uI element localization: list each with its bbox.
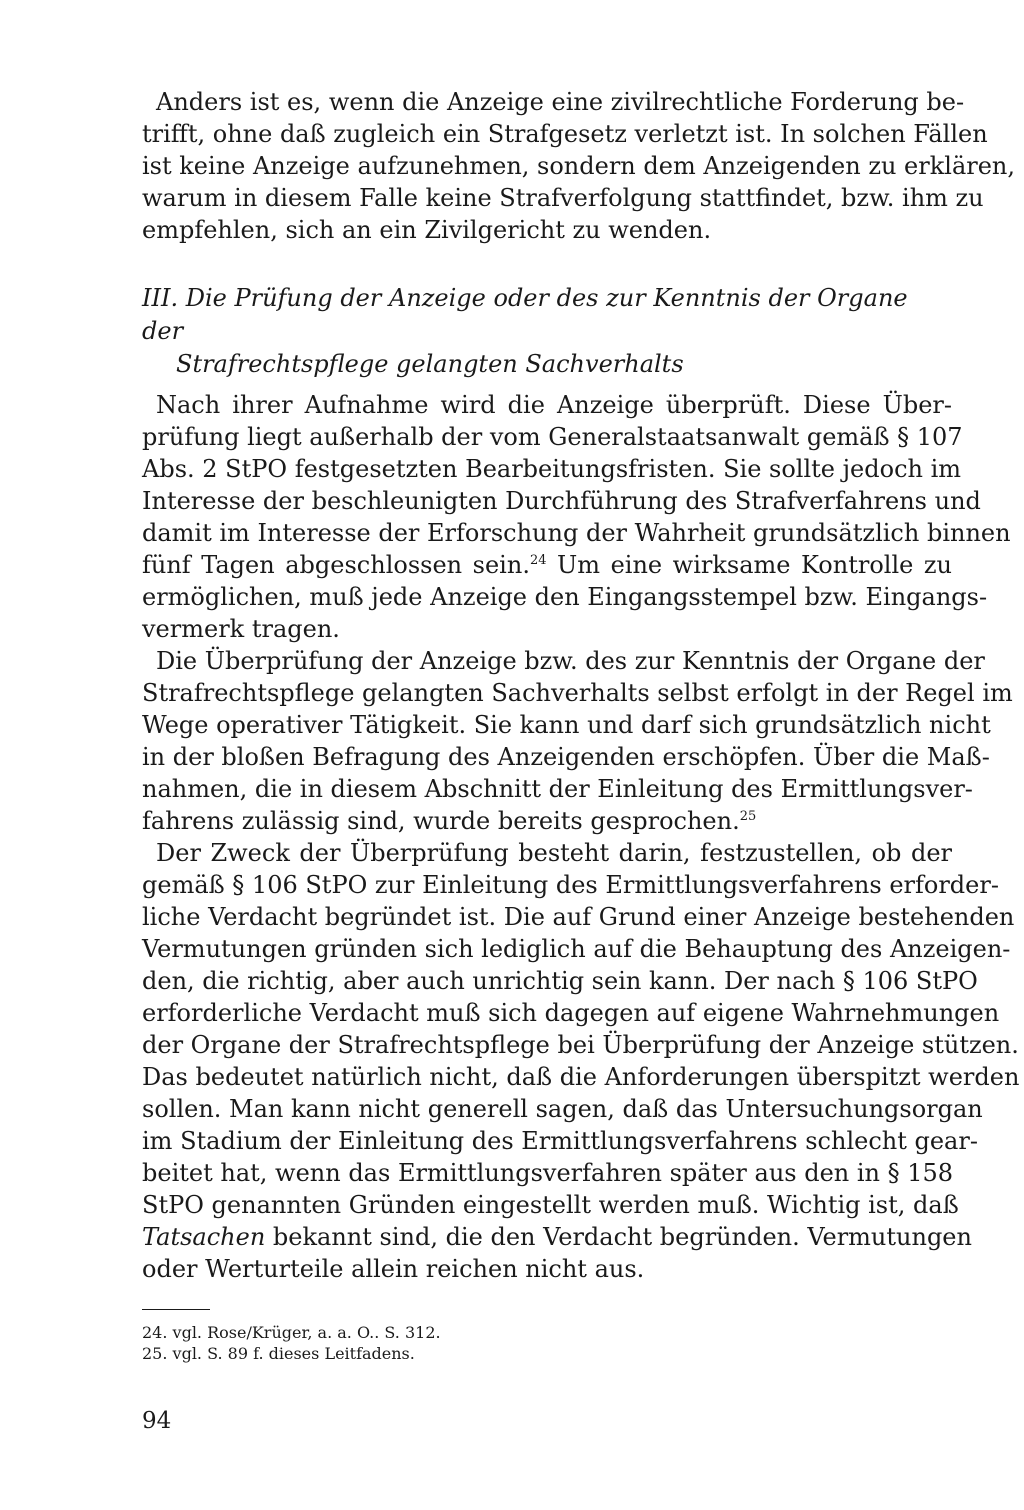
text-segment: bekannt sind, die den Verdacht begründen. Vermutungen xyxy=(272,1223,972,1251)
text-line: Abs. 2 StPO festgesetzten Bearbeitungsfristen. Sie sollte jedoch im xyxy=(142,455,962,483)
footnote-divider xyxy=(142,1309,210,1310)
text-line: oder Werturteile allein reichen nicht aus. xyxy=(142,1255,645,1283)
footnote-ref[interactable]: 25 xyxy=(739,809,757,824)
text-line: Anders ist es, wenn die Anzeige eine zivilrechtliche Forderung be- xyxy=(156,88,965,116)
document-page xyxy=(142,86,1020,1434)
text-segment: Um eine wirksame Kontrolle zu xyxy=(557,551,952,579)
footnote-ref[interactable]: 24 xyxy=(529,553,547,568)
page-number: 94 xyxy=(142,1408,172,1434)
text-line xyxy=(142,1221,972,1253)
text-line: ermöglichen, muß jede Anzeige den Eingangsstempel bzw. Eingangs- xyxy=(142,583,988,611)
text-line: Vermutungen gründen sich lediglich auf die Behauptung des Anzeigen- xyxy=(142,935,1011,963)
text-line: damit im Interesse der Erforschung der Wahrheit grundsätzlich binnen xyxy=(142,519,1011,547)
paragraph-operative xyxy=(142,645,1013,837)
text-line: Wege operativer Tätigkeit. Sie kann und darf sich grundsätzlich nicht xyxy=(142,711,991,739)
text-line: Nach ihrer Aufnahme wird die Anzeige überprüft. Diese Über- xyxy=(156,391,952,419)
text-line xyxy=(142,805,952,837)
text-segment: fünf Tagen abgeschlossen sein. xyxy=(142,551,530,579)
text-line: Die Überprüfung der Anzeige bzw. des zur Kenntnis der Organe der xyxy=(156,647,985,675)
emphasis-tatsachen: Tatsachen xyxy=(142,1223,266,1251)
text-line: sollen. Man kann nicht generell sagen, daß das Untersuchungsorgan xyxy=(142,1095,983,1123)
paragraph-civil-claim xyxy=(142,86,1016,246)
text-line: gemäß § 106 StPO zur Einleitung des Ermittlungsverfahrens erforder- xyxy=(142,871,999,899)
section-heading-line2: Strafrechtspflege gelangten Sachverhalts xyxy=(176,350,684,378)
text-line: der Organe der Strafrechtspflege bei Überprüfung der Anzeige stützen. xyxy=(142,1031,1019,1059)
text-line: im Stadium der Einleitung des Ermittlungsverfahrens schlecht gear- xyxy=(142,1127,978,1155)
text-line: beitet hat, wenn das Ermittlungsverfahren später aus den in § 158 xyxy=(142,1159,954,1187)
text-line: warum in diesem Falle keine Strafverfolgung stattfindet, bzw. ihm zu xyxy=(142,184,984,212)
footnote-24: 24. vgl. Rose/Krüger, a. a. O.. S. 312. xyxy=(142,1323,441,1342)
text-line: StPO genannten Gründen eingestellt werden muß. Wichtig ist, daß xyxy=(142,1191,959,1219)
text-line: trifft, ohne daß zugleich ein Strafgesetz verletzt ist. In solchen Fällen xyxy=(142,120,988,148)
text-line: prüfung liegt außerhalb der vom Generalstaatsanwalt gemäß § 107 xyxy=(142,423,963,451)
text-line: den, die richtig, aber auch unrichtig sein kann. Der nach § 106 StPO xyxy=(142,967,978,995)
paragraph-purpose xyxy=(142,837,1020,1285)
text-line: Der Zweck der Überprüfung besteht darin, festzustellen, ob der xyxy=(156,839,952,867)
text-line: empfehlen, sich an ein Zivilgericht zu wenden. xyxy=(142,216,712,244)
text-line: Strafrechtspflege gelangten Sachverhalts selbst erfolgt in der Regel im xyxy=(142,679,1013,707)
text-line: nahmen, die in diesem Abschnitt der Einleitung des Ermittlungsver- xyxy=(142,775,973,803)
text-line: erforderliche Verdacht muß sich dagegen auf eigene Wahrnehmungen xyxy=(142,999,1000,1027)
text-segment: fahrens zulässig sind, wurde bereits gesprochen. xyxy=(142,807,740,835)
text-line: in der bloßen Befragung des Anzeigenden erschöpfen. Über die Maß- xyxy=(142,743,990,771)
section-heading-line1: III. Die Prüfung der Anzeige oder des zur Kenntnis der Organe der xyxy=(142,284,908,345)
text-line: ist keine Anzeige aufzunehmen, sondern dem Anzeigenden zu erklären, xyxy=(142,152,1016,180)
text-line: Interesse der beschleunigten Durchführung des Strafverfahrens und xyxy=(142,487,981,515)
text-line: Das bedeutet natürlich nicht, daß die Anforderungen überspitzt werden xyxy=(142,1063,1020,1091)
footnote-25: 25. vgl. S. 89 f. dieses Leitfadens. xyxy=(142,1344,415,1363)
section-heading xyxy=(142,282,952,381)
text-line: vermerk tragen. xyxy=(142,615,340,643)
paragraph-review xyxy=(142,389,1011,645)
text-line: liche Verdacht begründet ist. Die auf Grund einer Anzeige bestehenden xyxy=(142,903,1015,931)
text-line xyxy=(142,549,952,581)
